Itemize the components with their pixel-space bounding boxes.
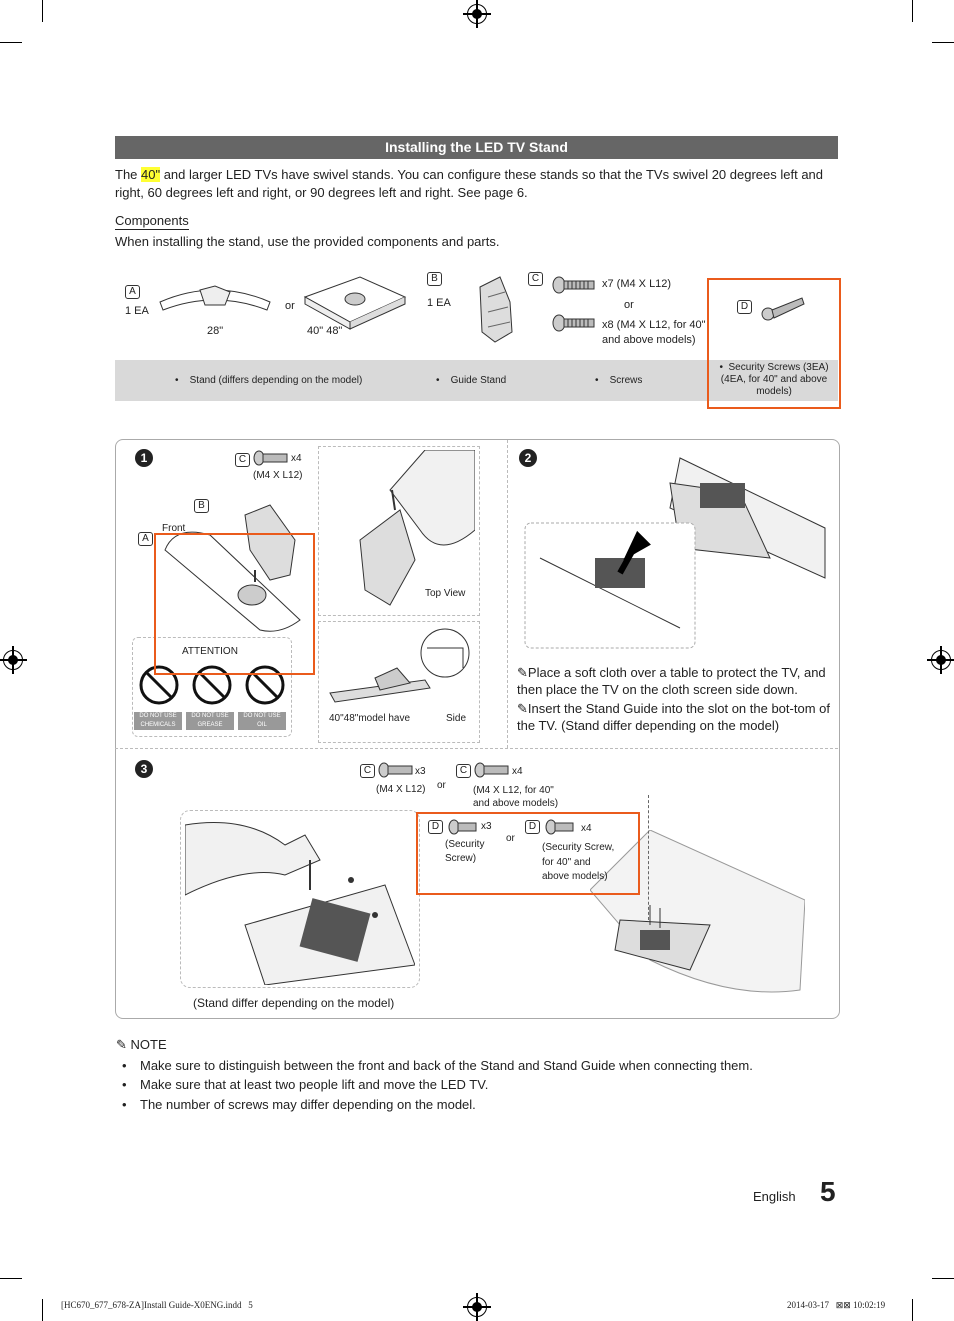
note-item-text: Make sure that at least two people lift and move the LED TV. [140,1077,489,1092]
step3-d1-qty: x3 [481,821,492,832]
step3-c1-spec: (M4 X L12) [376,784,426,795]
guide-line [648,795,649,920]
step2-note-2-text: Insert the Stand Guide into the slot on the bot-tom of the TV. (Stand differ depending on the model) [517,701,830,733]
warning-line: OIL [257,722,267,728]
note-item: • Make sure to distinguish between the front and back of the Stand and Stand Guide when connecting them. [122,1058,753,1073]
step2-note-1-text: Place a soft cloth over a table to protect the TV, and then place the TV on the cloth screen side down. [517,665,826,697]
registration-mark-icon [467,1297,487,1317]
screw-icon [552,314,598,332]
step3-c2-spec2: and above models) [473,798,559,809]
crop-mark [42,1299,43,1321]
footer-timestamp: 2014-03-17 ⊠⊠ 10:02:19 [787,1300,886,1310]
size-40-48: 40" 48" [307,325,343,337]
intro-pre: The [115,167,142,182]
section-title: Installing the LED TV Stand [115,136,838,159]
step3-c2-letter: C [456,764,471,778]
screw-icon [474,762,510,778]
label-d-line1: Security Screws (3EA) [728,362,829,373]
step3-caption: (Stand differ depending on the model) [193,996,395,1010]
security-screws-callout [707,278,841,409]
stand-28-illustration [155,280,275,325]
divider [115,748,838,749]
note-item: • Make sure that at least two people lift and move the LED TV. [122,1077,489,1092]
attention-label: ATTENTION [182,646,238,657]
crop-mark [912,1299,913,1321]
intro-highlight: 40" [141,167,161,182]
letter-badge-c: C [528,272,543,286]
warning-chemicals [134,712,182,730]
step2-number: 2 [519,449,537,467]
step3-d2-letter: D [525,820,540,834]
label-guide: • Guide Stand [436,375,507,386]
label-screws-text: Screws [609,375,643,386]
label-stand: • Stand (differs depending on the model) [175,375,363,386]
step1-number: 1 [135,449,153,467]
letter-badge-b: B [427,272,442,286]
note-item-text: Make sure to distinguish between the front and back of the Stand and Stand Guide when connecting them. [140,1058,753,1073]
screw-icon [378,762,414,778]
top-view-illustration [330,450,475,610]
step3-number: 3 [135,760,153,778]
letter-badge-a: A [125,285,140,299]
step1-stand-letter: A [138,532,153,546]
footer-file: [HC670_677_678-ZA]Install Guide-X0ENG.indd 5 [61,1300,253,1310]
registration-mark-icon [467,4,487,24]
c-line3: and above models) [602,334,696,346]
components-heading: Components [115,213,189,228]
note-item-text: The number of screws may differ depending on the model. [140,1097,476,1112]
crop-mark [0,42,22,43]
label-d-line2: (4EA, for 40" and above [720,374,828,385]
intro-post: and larger LED TVs have swivel stands. You can configure these stands so that the TVs swivel 20 degrees left and right, 60 degrees left and right, or 90 degrees left and right. See page 6. [115,167,824,200]
registration-mark-icon [3,650,23,670]
crop-mark [912,0,913,22]
step3-c2-spec1: (M4 X L12, for 40" [473,785,554,796]
top-view-label: Top View [425,588,466,599]
label-screws: • Screws [595,375,643,386]
warning-line: DO NOT USE [139,713,177,719]
step3-d2-spec2: for 40" and [542,857,591,868]
c-line1: x7 (M4 X L12) [602,278,672,290]
step1-screw-spec: (M4 X L12) [253,470,303,481]
step3-d2-qty: x4 [581,823,592,834]
crop-mark [0,1278,22,1279]
crop-mark [42,0,43,22]
pencil-icon: ✎ [517,701,528,716]
label-d-line3: models) [756,386,792,397]
step1-screw-qty: x4 [291,453,302,464]
step3-c1-letter: C [360,764,375,778]
registration-mark-icon [931,650,951,670]
footer-language: English [753,1189,796,1204]
label-security-screws: • Security Screws (3EA) (4EA, for 40" and above models) [719,362,829,397]
step2-note-2 [517,700,832,734]
c-line2: x8 (M4 X L12, for 40" [602,319,706,331]
screw-icon [253,450,289,466]
components-description: When installing the stand, use the provided components and parts. [115,234,500,249]
or-c: or [624,299,634,311]
note-heading-text: NOTE [130,1037,167,1052]
warning-line: DO NOT USE [191,713,229,719]
pencil-icon: ✎ [116,1037,127,1052]
step3-d2-spec3: above models) [542,871,608,882]
side-view-illustration [325,628,475,708]
step3-or-1: or [437,780,446,791]
step3-d1-spec1: (Security [445,839,485,850]
warning-oil [238,712,286,730]
step3-c1-qty: x3 [415,766,426,777]
label-stand-text: Stand (differs depending on the model) [189,375,363,386]
crop-mark [932,1278,954,1279]
step3-d1-letter: D [428,820,443,834]
step1-screw-letter: C [235,453,250,467]
page-number: 5 [820,1176,836,1207]
letter-badge-d: D [737,300,752,314]
guide-stand-illustration [470,272,520,347]
step3-or-2: or [506,833,515,844]
size-28: 28" [207,325,224,337]
intro-paragraph [115,166,835,202]
qty-a: 1 EA [125,305,149,317]
pencil-icon: ✎ [517,665,528,680]
model-note: 40"48"model have [329,713,411,724]
screw-icon [552,276,598,294]
step3-screwing-illustration [185,815,415,985]
divider [507,440,508,748]
security-screw-callout [416,812,640,895]
qty-b: 1 EA [427,297,451,309]
label-guide-text: Guide Stand [450,375,507,386]
step1-guide-letter: B [194,499,209,513]
warning-grease [186,712,234,730]
step3-d1-spec2: Screw) [445,853,477,864]
step3-c2-qty: x4 [512,766,523,777]
warning-line: CHEMICALS [140,722,176,728]
step2-illustration [520,448,830,653]
step1-front-label: Front [162,523,186,534]
side-label: Side [446,713,467,724]
or-a: or [285,300,295,312]
step3-d2-spec1: (Security Screw, [542,842,615,853]
step2-note-1 [517,664,832,698]
stand-callout [154,533,315,675]
crop-mark [932,42,954,43]
warning-line: DO NOT USE [243,713,281,719]
warning-line: GREASE [197,722,223,728]
note-item: • The number of screws may differ depending on the model. [122,1097,476,1112]
note-heading [116,1037,167,1053]
